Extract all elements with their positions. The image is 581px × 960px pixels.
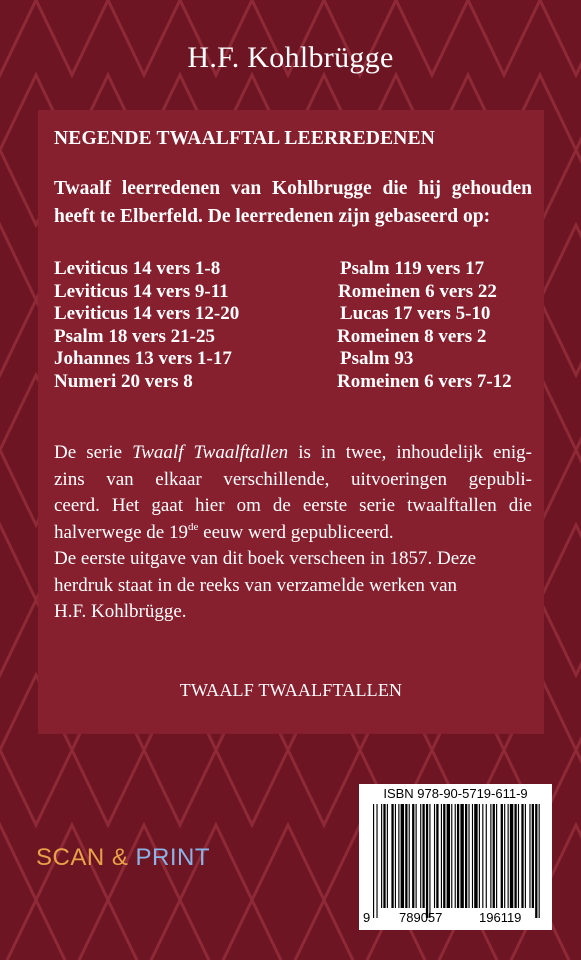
- reference-right: Romeinen 8 vers 2: [337, 325, 487, 347]
- publisher-logo: [36, 844, 210, 872]
- intro-text: Twaalf leerredenen van Kohlbrugge die hij gehouden heeft te Elberfeld. De leerredenen zijn gebaseerd op:: [54, 178, 532, 227]
- description-line: halverwege de 19de eeuw werd gepubliceerd.: [54, 520, 394, 543]
- reference-right: Romeinen 6 vers 22: [338, 280, 497, 302]
- reference-right: Psalm 93: [340, 348, 414, 369]
- description-line: herdruk staat in de reeks van verzamelde werken van: [54, 574, 458, 596]
- isbn-text: ISBN 978-90-5719-611-9: [383, 786, 528, 801]
- reference-left: Johannes 13 vers 1-17: [54, 348, 232, 369]
- reference-right: Romeinen 6 vers 7-12: [337, 370, 512, 392]
- reference-row: [54, 303, 534, 326]
- reference-left: Leviticus 14 vers 9-11: [54, 280, 229, 302]
- description-line: H.F. Kohlbrügge.: [54, 601, 187, 622]
- reference-row: [54, 348, 534, 371]
- isbn-barcode: [359, 784, 552, 930]
- reference-row: [54, 281, 534, 304]
- author-name: H.F. Kohlbrügge: [187, 41, 394, 74]
- barcode-digits-group1: 789057: [399, 910, 443, 925]
- barcode-digits-group2: 196119: [479, 910, 522, 925]
- description-line: ceerd. Het gaat hier om de eerste serie twaalftallen die: [54, 495, 532, 516]
- reference-right: Lucas 17 vers 5-10: [340, 303, 491, 324]
- barcode-digit-first: 9: [363, 910, 371, 925]
- description-line: De serie Twaalf Twaalftallen is in twee, inhoudelijk enig-: [54, 442, 532, 463]
- reference-row: [54, 371, 534, 394]
- logo-part-scan: SCAN &: [36, 844, 129, 871]
- series-title: TWAALF TWAALFTALLEN: [179, 680, 403, 700]
- description-line: zins van elkaar verschillende, uitvoeringen gepubli-: [54, 468, 532, 490]
- description-line: De eerste uitgave van dit boek verscheen in 1857. Deze: [54, 548, 477, 569]
- series-title-italic: Twaalf Twaalftallen: [132, 442, 289, 463]
- reference-left: Leviticus 14 vers 12-20: [54, 303, 240, 324]
- scripture-references: [54, 258, 534, 393]
- description-text: [54, 440, 532, 626]
- book-heading: NEGENDE TWAALFTAL LEERREDENEN: [54, 128, 436, 149]
- barcode-icon: [359, 784, 552, 930]
- reference-left: Leviticus 14 vers 1-8: [54, 258, 221, 279]
- reference-row: [54, 326, 534, 349]
- reference-right: Psalm 119 vers 17: [340, 258, 485, 279]
- reference-row: [54, 258, 534, 281]
- reference-left: Numeri 20 vers 8: [54, 370, 193, 392]
- text-panel: [38, 110, 544, 734]
- superscript: de: [188, 520, 199, 533]
- reference-left: Psalm 18 vers 21-25: [54, 325, 215, 347]
- logo-part-print: PRINT: [135, 844, 211, 871]
